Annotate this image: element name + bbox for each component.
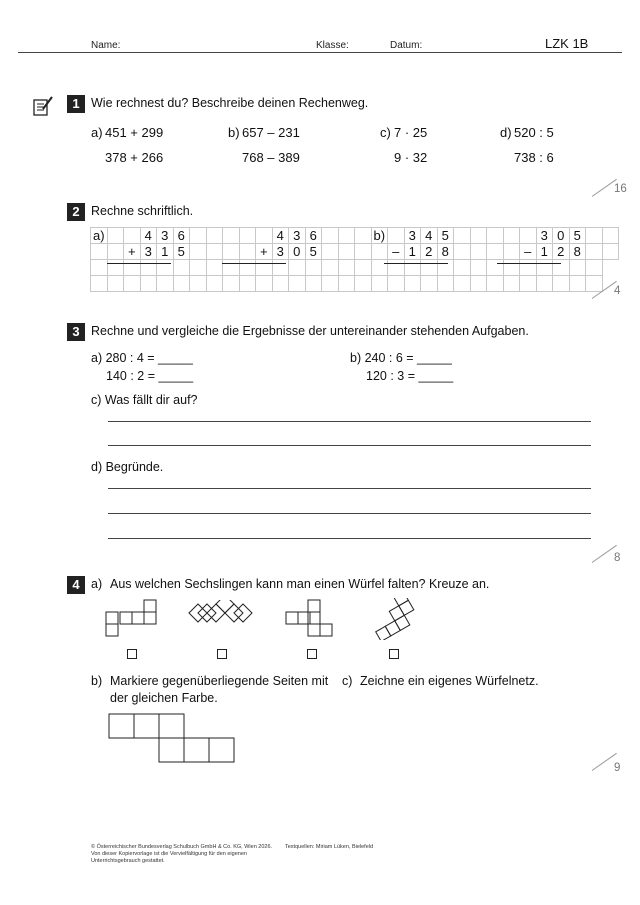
task-4a-label: a)	[91, 577, 103, 591]
task-3c-question: c) Was fällt dir auf?	[91, 393, 198, 407]
grid-label-b: b)	[371, 228, 388, 244]
net-1-checkbox[interactable]	[127, 649, 137, 659]
task-1d-line1: 520 : 5	[514, 125, 554, 140]
digit: 1	[536, 244, 553, 260]
task-1c-label: c)	[380, 125, 391, 140]
task-4-number: 4	[67, 576, 85, 594]
task-1c-line2: 9 · 32	[394, 150, 428, 165]
operator: –	[388, 244, 405, 260]
task-4c-label: c)	[342, 674, 353, 688]
task-4-points: 9	[614, 762, 621, 774]
task-2-points: 4	[614, 285, 621, 297]
class-label: Klasse:	[316, 40, 349, 51]
digit: 5	[569, 228, 586, 244]
digit: 8	[437, 244, 454, 260]
name-label: Name:	[91, 40, 121, 51]
task-2-number: 2	[67, 203, 85, 221]
digit: 5	[173, 244, 190, 260]
digit: 3	[289, 228, 306, 244]
answer-line[interactable]	[108, 445, 591, 446]
operator: +	[124, 244, 141, 260]
digit: 3	[536, 228, 553, 244]
task-4b-label: b)	[91, 674, 103, 688]
date-label: Datum:	[390, 40, 423, 51]
hexomino-net-4	[368, 598, 424, 640]
task-3a-line2: 140 : 2 = _____	[106, 369, 194, 383]
hexomino-net-1	[105, 599, 160, 639]
cube-net-4b[interactable]	[108, 713, 236, 765]
digit: 0	[553, 228, 570, 244]
task-3-number: 3	[67, 323, 85, 341]
task-1c-line1: 7 · 25	[394, 125, 428, 140]
copyright-line-1: © Österreichischer Bundesverlag Schulbuch GmbH & Co. KG, Wien 2026.	[91, 844, 273, 850]
task-1d-line2: 738 : 6	[514, 150, 554, 165]
digit: 0	[289, 244, 306, 260]
net-3-checkbox[interactable]	[307, 649, 317, 659]
task-4b-text-1: Markiere gegenüberliegende Seiten mit	[110, 674, 329, 688]
digit: 3	[140, 244, 157, 260]
result-line-1	[107, 263, 171, 264]
task-1-points: 16	[614, 183, 627, 195]
task-1b-line2: 768 – 389	[242, 150, 300, 165]
task-4c-text: Zeichne ein eigenes Würfelnetz.	[360, 674, 539, 688]
copyright-line-2: Von dieser Kopiervorlage ist die Vervielfältigung für den eigenen	[91, 851, 247, 857]
answer-line[interactable]	[108, 488, 591, 489]
task-4a-text: Aus welchen Sechslingen kann man einen Würfel falten? Kreuze an.	[110, 577, 490, 591]
digit: 1	[157, 244, 174, 260]
answer-line[interactable]	[108, 538, 591, 539]
text-sources: Textquellen: Miriam Lüken, Bielefeld	[285, 844, 374, 850]
test-code: LZK 1B	[545, 36, 589, 51]
header-rule	[18, 52, 622, 53]
result-line-4	[497, 263, 561, 264]
digit: 6	[305, 228, 322, 244]
net-2-checkbox[interactable]	[217, 649, 227, 659]
grid-row-bottom	[91, 244, 619, 260]
digit: 2	[421, 244, 438, 260]
grid-label-a: a)	[91, 228, 108, 244]
task-1a-label: a)	[91, 125, 103, 140]
task-1d-label: d)	[500, 125, 512, 140]
digit: 4	[272, 228, 289, 244]
task-2-title: Rechne schriftlich.	[91, 204, 194, 218]
checklist-pencil-icon	[32, 95, 54, 117]
hexomino-net-2	[188, 600, 254, 628]
task-3b-line1: b) 240 : 6 = _____	[350, 351, 452, 365]
digit: 8	[569, 244, 586, 260]
grid-row-empty	[91, 260, 619, 276]
digit: 3	[157, 228, 174, 244]
task-1a-line2: 378 + 266	[105, 150, 164, 165]
digit: 5	[437, 228, 454, 244]
result-line-3	[384, 263, 448, 264]
digit: 2	[553, 244, 570, 260]
digit: 3	[404, 228, 421, 244]
task-1b-label: b)	[228, 125, 240, 140]
digit: 1	[404, 244, 421, 260]
digit: 4	[140, 228, 157, 244]
task-3-points: 8	[614, 552, 621, 564]
answer-line[interactable]	[108, 421, 591, 422]
grid-row-empty	[91, 276, 619, 292]
task-1b-line1: 657 – 231	[242, 125, 300, 140]
grid-row-top	[91, 228, 619, 244]
copyright-line-3: Unterrichtsgebrauch gestattet.	[91, 858, 165, 864]
digit: 4	[421, 228, 438, 244]
task-1-title: Wie rechnest du? Beschreibe deinen Rechenweg.	[91, 96, 369, 110]
answer-line[interactable]	[108, 513, 591, 514]
task-3d-question: d) Begründe.	[91, 460, 164, 474]
task-3-title: Rechne und vergleiche die Ergebnisse der untereinander stehenden Aufgaben.	[91, 324, 529, 338]
result-line-2	[222, 263, 286, 264]
task-1a-line1: 451 + 299	[105, 125, 164, 140]
calculation-grid	[90, 227, 619, 292]
task-1-number: 1	[67, 95, 85, 113]
digit: 3	[272, 244, 289, 260]
digit: 6	[173, 228, 190, 244]
task-3a-line1: a) 280 : 4 = _____	[91, 351, 193, 365]
operator: –	[520, 244, 537, 260]
hexomino-net-3	[285, 599, 340, 639]
task-3b-line2: 120 : 3 = _____	[366, 369, 454, 383]
net-4-checkbox[interactable]	[389, 649, 399, 659]
operator: +	[256, 244, 273, 260]
digit: 5	[305, 244, 322, 260]
task-4b-text-2: der gleichen Farbe.	[110, 691, 218, 705]
